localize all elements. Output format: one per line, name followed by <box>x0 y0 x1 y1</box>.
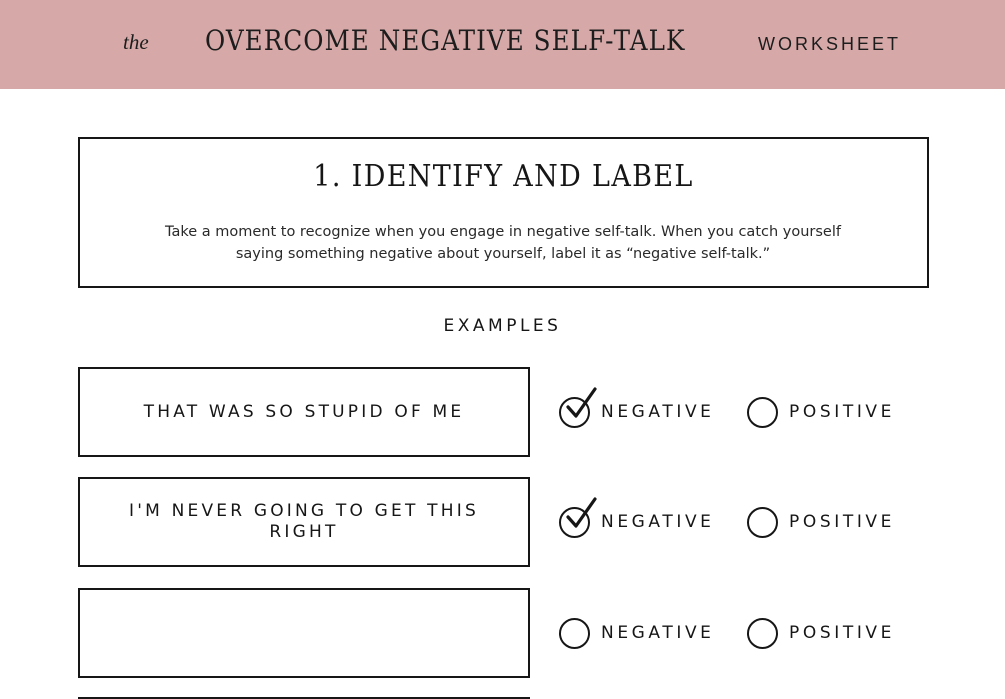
positive-option[interactable] <box>747 507 895 537</box>
example-row <box>0 477 1005 567</box>
header-banner <box>0 0 1005 89</box>
negative-option[interactable] <box>559 397 715 427</box>
checkmark-icon <box>562 387 598 425</box>
worksheet-title: OVERCOME NEGATIVE SELF-TALK <box>205 24 686 57</box>
positive-option[interactable] <box>747 397 895 427</box>
negative-radio[interactable] <box>559 507 590 538</box>
positive-option[interactable] <box>747 618 895 648</box>
positive-label: POSITIVE <box>789 512 896 532</box>
negative-option[interactable] <box>559 507 715 537</box>
checkmark-icon <box>562 497 598 535</box>
negative-radio[interactable] <box>559 397 590 428</box>
header-prefix: the <box>123 30 149 54</box>
negative-label: NEGATIVE <box>601 402 715 422</box>
statement-box-empty[interactable] <box>78 588 530 678</box>
positive-radio[interactable] <box>747 507 778 538</box>
examples-heading: EXAMPLES <box>443 316 562 336</box>
statement-box[interactable] <box>78 477 530 567</box>
statement-box[interactable] <box>78 367 530 457</box>
section-title: 1. IDENTIFY AND LABEL <box>313 159 694 194</box>
section-description: Take a moment to recognize when you engage in negative self-talk. When you catch yourself saying something negative about yourself, label it as “negative self-talk.” <box>164 224 841 262</box>
positive-radio[interactable] <box>747 397 778 428</box>
negative-label: NEGATIVE <box>601 512 715 532</box>
section-intro-box <box>78 137 929 288</box>
example-row <box>0 588 1005 678</box>
negative-option[interactable] <box>559 618 715 648</box>
positive-label: POSITIVE <box>789 623 896 643</box>
statement-text: THAT WAS SO STUPID OF ME <box>143 401 465 422</box>
example-row <box>0 367 1005 457</box>
statement-text: I'M NEVER GOING TO GET THIS RIGHT <box>129 501 479 542</box>
positive-label: POSITIVE <box>789 402 896 422</box>
negative-radio[interactable] <box>559 618 590 649</box>
header-suffix: WORKSHEET <box>758 34 902 54</box>
negative-label: NEGATIVE <box>601 623 715 643</box>
positive-radio[interactable] <box>747 618 778 649</box>
